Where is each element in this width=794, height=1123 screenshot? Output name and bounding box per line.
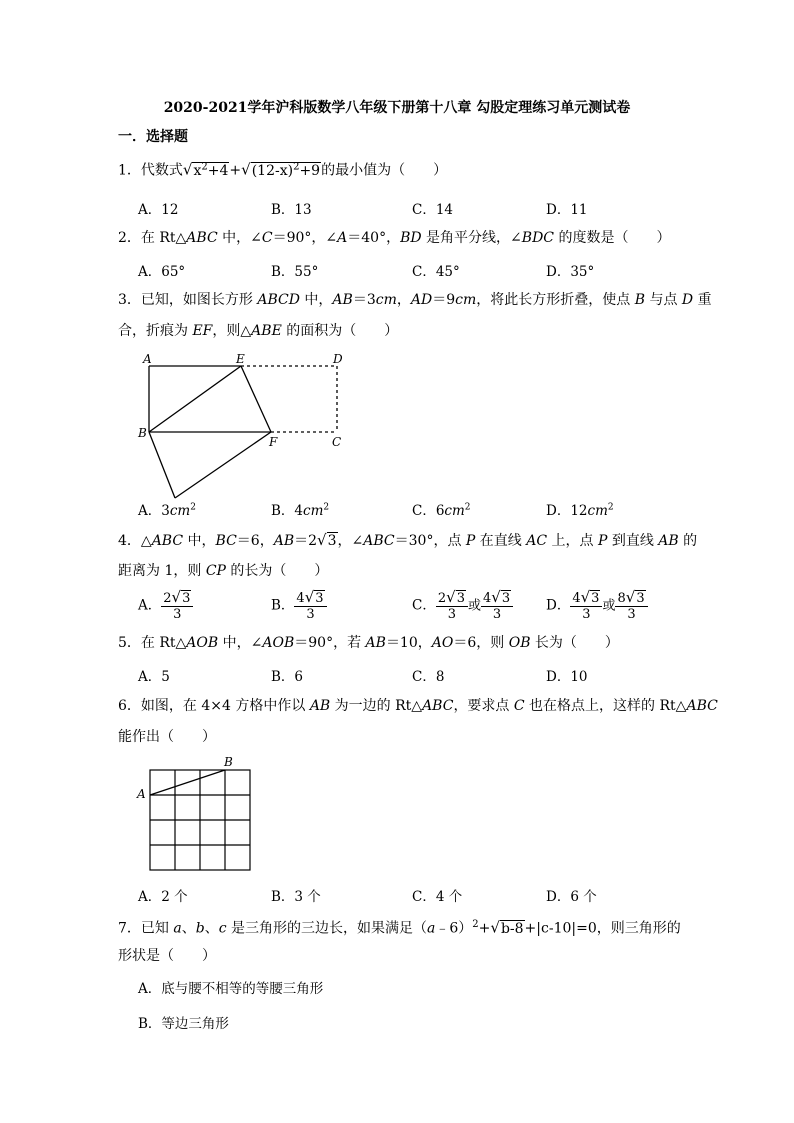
label-d: D	[333, 352, 343, 366]
q7-option-b[interactable]: B．等边三角形	[138, 1016, 229, 1032]
q7-option-a[interactable]: A．底与腰不相等的等腰三角形	[138, 981, 324, 997]
label-b: B	[138, 426, 147, 440]
q4-option-d[interactable]: D． $\frac{4√3}{3}$ 或 $\frac{8√3}{3}$	[546, 590, 648, 622]
question-5: 5．在 Rt△AOB 中，∠AOB＝90°，若 AB＝10，AO＝6，则 OB 长为（ ）	[118, 635, 619, 651]
question-4-line-1: 4．△ABC 中，BC＝6，AB＝2√3，∠ABC＝30°，点 P 在直线 AC 上，点 P 到直线 AB 的	[118, 531, 698, 549]
q5-option-c[interactable]: C．8	[412, 669, 445, 685]
section-heading: 一．选择题	[118, 129, 188, 145]
question-2: 2．在 Rt△ABC 中，∠C＝90°，∠A＝40°，BD 是角平分线，∠BDC 的度数是（ ）	[118, 230, 671, 246]
q3-option-c[interactable]: C．$6cm^2$	[412, 502, 471, 519]
q5-option-a[interactable]: A．5	[138, 669, 170, 685]
question-1: 1．代数式$√x^2+4+√(12-x)^2+9$的最小值为（ ）	[118, 160, 448, 179]
q1-radicand-1: $x^2+4$	[193, 161, 229, 179]
q2-option-d[interactable]: D．35°	[546, 264, 595, 280]
q6-grid-figure	[132, 752, 262, 877]
q1-suffix: 的最小值为（ ）	[321, 162, 448, 179]
question-7-line-1: 7．已知 a、b、c 是三角形的三边长，如果满足（a﹣6）$^2$+√b-8+|c-10|=0，则三角形的	[118, 918, 681, 937]
q6-option-b[interactable]: B．3 个	[271, 889, 321, 905]
q1-option-d[interactable]: D．11	[546, 202, 588, 218]
q5-option-b[interactable]: B．6	[271, 669, 304, 685]
question-3-line-1: 3．已知，如图长方形 ABCD 中，AB＝3cm，AD＝9cm，将此长方形折叠，使点 B 与点 D 重	[118, 292, 712, 308]
q1-option-b[interactable]: B．13	[271, 202, 312, 218]
q2-option-a[interactable]: A．65°	[138, 264, 186, 280]
q3-option-d[interactable]: D．$12cm^2$	[546, 502, 614, 519]
q3-option-a[interactable]: A．$3cm^2$	[138, 502, 196, 519]
q1-option-a[interactable]: A．12	[138, 202, 179, 218]
label-f: F	[269, 435, 278, 449]
q4-option-b[interactable]: B． $\frac{4√3}{3}$	[271, 590, 327, 622]
q6-option-c[interactable]: C．4 个	[412, 889, 463, 905]
page-title: 2020-2021学年沪科版数学八年级下册第十八章 勾股定理练习单元测试卷	[163, 100, 631, 116]
q1-prefix: 1．代数式	[118, 162, 183, 179]
label-a: A	[137, 787, 146, 801]
question-3-line-2: 合，折痕为 EF，则△ABE 的面积为（ ）	[118, 323, 399, 339]
question-7-line-2: 形状是（ ）	[118, 948, 216, 964]
q6-option-d[interactable]: D．6 个	[546, 889, 597, 905]
q1-option-c[interactable]: C．14	[412, 202, 454, 218]
question-6-line-1: 6．如图，在 4×4 方格中作以 AB 为一边的 Rt△ABC，要求点 C 也在格点上，这样的 Rt△ABC	[118, 698, 718, 714]
q4-option-a[interactable]: A． $\frac{2√3}{3}$	[138, 590, 193, 622]
label-c: C	[332, 435, 342, 449]
label-b: B	[224, 755, 233, 769]
q2-option-b[interactable]: B．55°	[271, 264, 319, 280]
label-e: E	[236, 352, 245, 366]
question-6-line-2: 能作出（ ）	[118, 729, 216, 745]
q1-radicand-2: $(12-x)^2+9$	[251, 161, 321, 179]
q4-option-c[interactable]: C． $\frac{2√3}{3}$ 或 $\frac{4√3}{3}$	[412, 590, 513, 622]
q6-option-a[interactable]: A．2 个	[138, 889, 188, 905]
radical-icon: √	[182, 160, 193, 179]
radical-icon: √	[241, 160, 251, 179]
q3-rectangle-figure	[130, 348, 360, 513]
label-a: A	[143, 352, 152, 366]
q3-option-b[interactable]: B．$4cm^2$	[271, 502, 330, 519]
q5-option-d[interactable]: D．10	[546, 669, 588, 685]
q2-option-c[interactable]: C．45°	[412, 264, 460, 280]
question-4-line-2: 距离为 1，则 CP 的长为（ ）	[118, 563, 329, 579]
